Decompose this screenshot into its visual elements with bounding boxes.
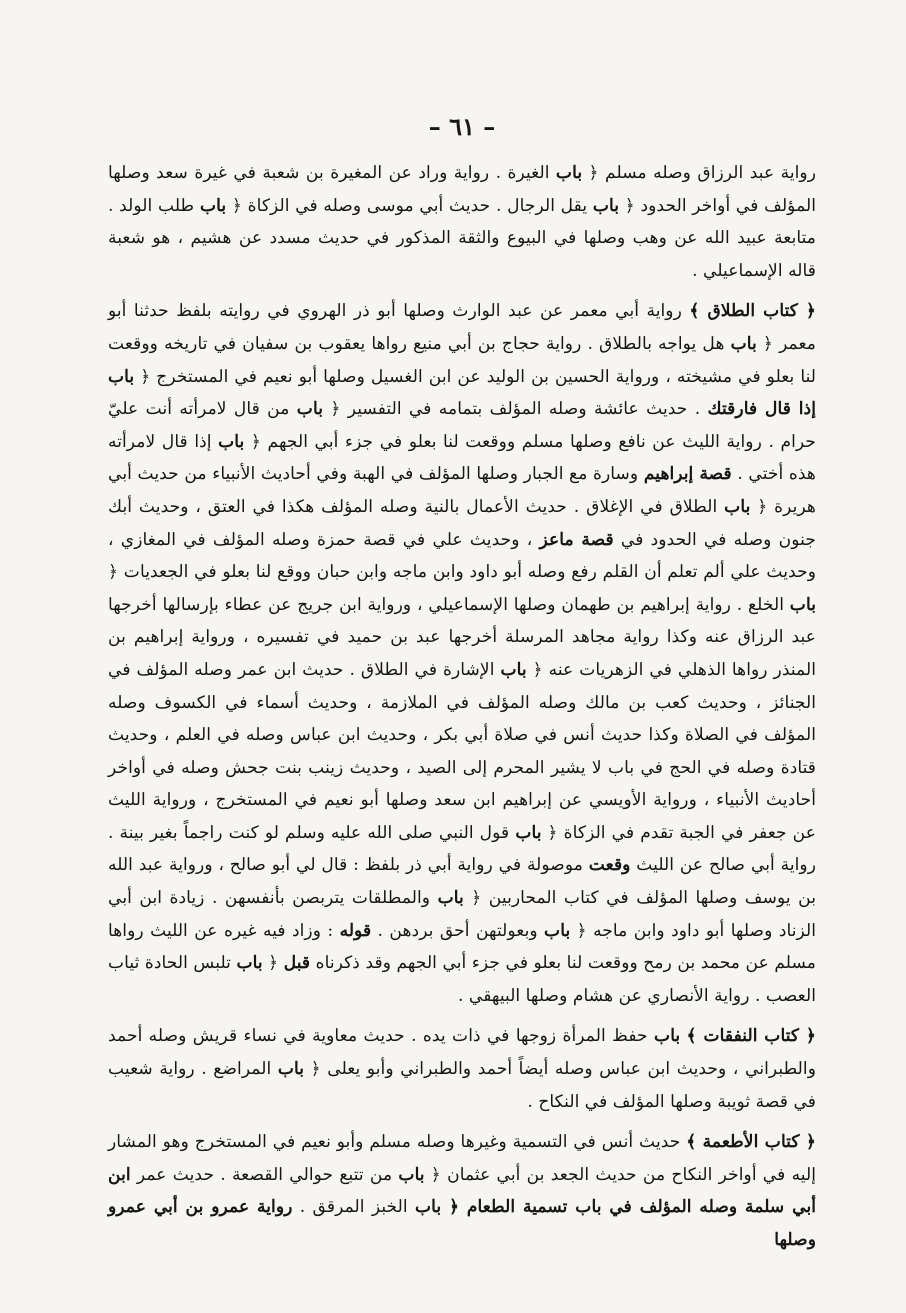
bold-text: باب (236, 953, 263, 974)
bold-text: ﴿ كتاب النفقات ﴾ (686, 1026, 817, 1047)
bold-text: باب (218, 431, 245, 452)
text-run: طلب الولد . متابعة عبيد الله عن وهب وصلها في البيوع والثقة المذكور في حديث مسدد عن هشيم ، هو شعبة قاله الإسماعيلي . (108, 195, 816, 281)
text-run: وسارة مع الجبار وصلها المؤلف في الهبة وفي أحاديث الأنبياء من حديث أبي هريرة ﴿ (108, 464, 816, 517)
bold-text: قصة ماعز (539, 529, 614, 550)
bold-text: ﴿ كتاب الأطعمة ﴾ (686, 1132, 816, 1153)
text-run: والمطلقات يتربصن بأنفسهن . زيادة ابن أبي الزناد وصلها أبو داود وابن ماجه ﴿ (108, 888, 816, 941)
text-run: ﴿ (262, 953, 284, 974)
bold-text: باب (555, 163, 583, 183)
text-run: رواية أبي معمر عن عبد الوارث وصلها أبو ذر الهروي في روايته بلفظ حدثنا أبو معمر ﴿ (108, 301, 816, 354)
page-number: – ٦١ – (428, 112, 496, 141)
bold-text: قبل (283, 953, 311, 974)
paragraph (108, 1126, 816, 1256)
bold-text: باب (544, 920, 571, 941)
text-run: من تتبع حوالي القصعة . حديث عمر (130, 1164, 399, 1185)
text-run: الطلاق في الإغلاق . حديث الأعمال بالنية وصله المؤلف هكذا في العتق ، وحديث أبك جنون وصله في الحدود في (108, 496, 816, 550)
text-run: ، وحديث علي في قصة حمزة وصله المؤلف في المغازي ، وحديث علي ألم تعلم أن القلم رفع وصله أبو داود وابن ماجه وابن حبان ووقع لنا بعلو في الجعديات ﴿ (108, 529, 816, 583)
bold-text: باب (437, 888, 464, 909)
bold-text: باب (500, 659, 527, 680)
text-run: : وزاد فيه غيره عن الليث رواها مسلم عن محمد بن رمح ووقعت لنا بعلو في جزء أبي الجهم وقد ذكرناه (108, 920, 816, 974)
text-run: حفظ المرأة زوجها في ذات يده . حديث معاوية في نساء قريش وصله أحمد والطبراني ، وحديث ابن عباس وصله أيضاً أحمد والطبراني وأبو يعلى ﴿ (108, 1026, 816, 1080)
bold-text: باب (199, 195, 227, 216)
bold-text: وقعت (588, 855, 631, 876)
bold-text: رواية عمرو بن أبي عمرو وصلها (108, 1197, 816, 1250)
text-run: الخبز المرقق . (292, 1197, 415, 1218)
text-run: حديث أنس في التسمية وغيرها وصله مسلم وأبو نعيم في المستخرج وهو المشار إليه في أواخر النكاح من حديث الجعد بن أبي عثمان ﴿ (108, 1132, 816, 1185)
bold-text: قوله (339, 920, 372, 941)
paragraph (108, 157, 816, 287)
bold-text: باب (654, 1026, 681, 1047)
bold-text: باب (515, 822, 542, 843)
bold-text: ﴿ كتاب الطلاق ﴾ (689, 301, 816, 322)
bold-text: إذا قال فارقتك (707, 399, 816, 420)
text-run: تلبس الحادة ثياب العصب . رواية الأنصاري عن هشام وصلها البيهقي . (108, 953, 816, 1006)
bold-text: ابن أبي سلمة وصله المؤلف في باب تسمية الطعام ﴿ (108, 1164, 817, 1218)
body-text (108, 157, 816, 1257)
bold-text: باب (398, 1164, 425, 1185)
text-run: رواية عبد الرزاق وصله مسلم ﴿ (582, 163, 816, 183)
paragraph (108, 1020, 816, 1118)
paragraph (108, 295, 816, 1012)
text-run: . حديث عائشة وصله المؤلف بتمامه في التفسير ﴿ (323, 399, 708, 420)
bold-text: باب (296, 399, 323, 420)
bold-text: قصة إبراهيم (643, 464, 732, 485)
text-run: الإشارة في الطلاق . حديث ابن عمر وصله المؤلف في الجنائز ، وحديث كعب بن مالك وصله المؤلف في الملازمة ، وحديث أسماء في الكسوف وصله المؤلف في الصلاة وكذا حديث أنس في صلاة أبي بكر ، وحديث ابن عباس وصله في العلم ، وحديث قتادة وصله في الحج في باب لا يشير المحرم إلى الصيد ، وحديث زينب بنت جحش وصله في أواخر أحاديث الأنبياء ، ورواية الأويسي عن إبراهيم ابن سعد وصلها أبو نعيم في المستخرج ، ورواية الليث عن جعفر في الجبة تقدم في الزكاة ﴿ (108, 659, 816, 843)
bold-text: باب (789, 594, 816, 615)
bold-text: باب (414, 1197, 442, 1218)
text-run: وبعولتهن أحق بردهن . (371, 920, 545, 941)
bold-text: باب (724, 496, 751, 517)
bold-text: باب (592, 195, 620, 216)
text-run: المراضع . رواية شعيب في قصة ثويبة وصلها المؤلف في النكاح . (108, 1059, 816, 1112)
bold-text: باب (108, 366, 135, 387)
text-run: موصولة في رواية أبي ذر بلفظ : قال لي أبو صالح ، ورواية عبد الله بن يوسف وصلها المؤلف في كتاب المحاربين ﴿ (108, 855, 816, 909)
text-run: من قال لامرأته أنت عليّ حرام . رواية الليث عن نافع وصلها مسلم ووقعت لنا بعلو في جزء أبي الجهم ﴿ (108, 399, 816, 452)
bold-text: باب (730, 333, 757, 354)
text-run: هل يواجه بالطلاق . رواية حجاج بن أبي منيع رواها يعقوب بن سفيان في تاريخه ووقعت لنا بعلو في مشيخته ، ورواية الحسين بن الوليد عن ابن الغسيل وصلها أبو نعيم في المستخرج ﴿ (108, 333, 816, 387)
text-run: الغيرة . رواية وراد عن المغيرة بن شعبة في غيرة سعد وصلها المؤلف في أواخر الحدود ﴿ (108, 163, 817, 216)
text-run: إذا قال لامرأته هذه أختي . (108, 431, 816, 485)
text-run: الخلع . رواية إبراهيم بن طهمان وصلها الإسماعيلي ، ورواية ابن جريج عن عطاء بإرسالها أخرجها عبد الرزاق عنه وكذا رواية مجاهد المرسلة أخرجها عبد بن حميد في تفسيره ، ورواية إبراهيم بن المنذر رواها الذهلي في الزهريات عنه ﴿ (108, 594, 816, 680)
bold-text: باب (277, 1059, 305, 1080)
text-run: يقل الرجال . حديث أبي موسى وصله في الزكاة ﴿ (226, 195, 593, 216)
text-run: قول النبي صلى الله عليه وسلم لو كنت راجماً بغير بينة . رواية أبي صالح عن الليث (108, 822, 817, 876)
